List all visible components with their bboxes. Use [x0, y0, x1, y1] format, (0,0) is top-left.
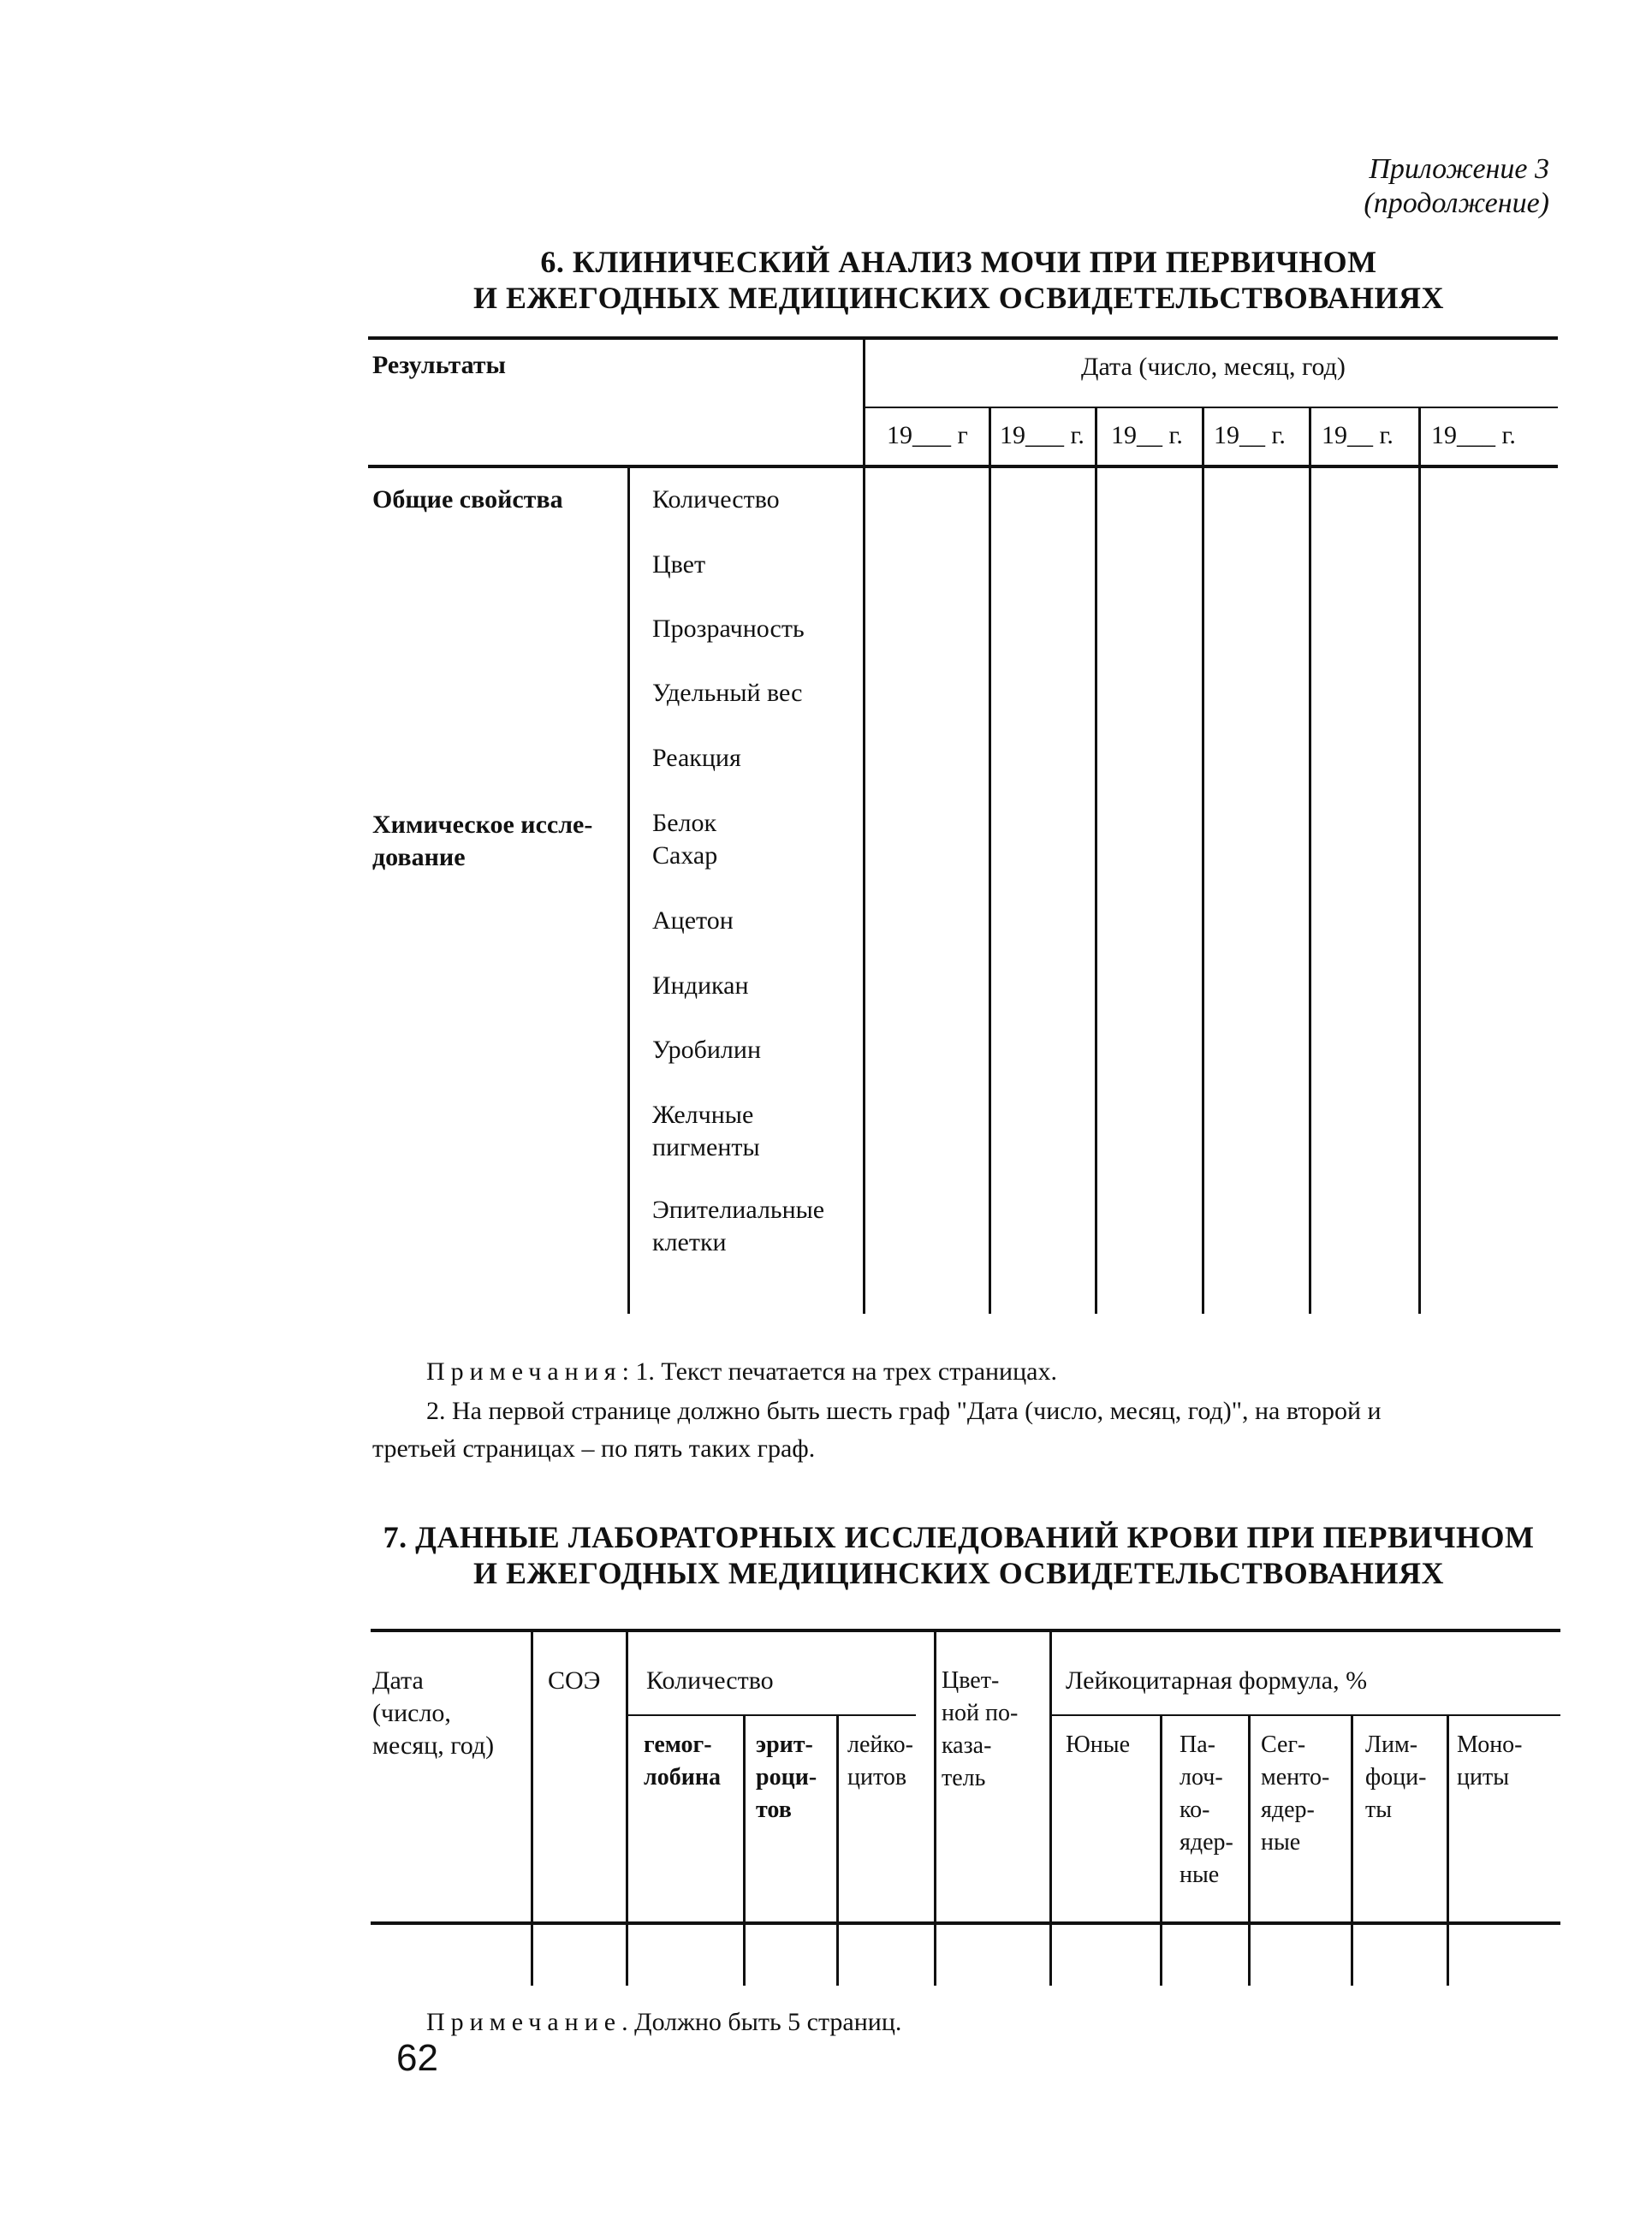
hemoglobin-line: гемог-: [644, 1731, 712, 1758]
note-1: : 1. Текст печатается на трех страницах.: [621, 1357, 1057, 1386]
table6-year-divider: [989, 408, 991, 1314]
segmented-line: менто-: [1261, 1764, 1330, 1791]
erythrocytes-line: тов: [756, 1797, 792, 1823]
table7-col-divider: [626, 1630, 628, 1986]
segmented-header: [1261, 1729, 1329, 1859]
year-cell: 19___ г.: [1000, 421, 1084, 449]
results-header: Результаты: [372, 351, 506, 379]
table7-col-divider: [1049, 1630, 1052, 1986]
table7-col-divider: [743, 1716, 746, 1986]
year-cell: 19__ г.: [1111, 421, 1183, 449]
page-number: 62: [396, 2037, 438, 2079]
band-line: ядер-: [1180, 1829, 1233, 1856]
table6-year-divider: [1095, 408, 1097, 1314]
row-label: Эпителиальные: [652, 1196, 825, 1224]
monocytes-line: циты: [1457, 1764, 1510, 1791]
year-cell: 19___ г.: [1431, 421, 1516, 449]
band-line: лоч-: [1180, 1764, 1223, 1791]
young-line: Юные: [1066, 1731, 1131, 1758]
row-label: Белок: [652, 809, 717, 837]
row-label: Уробилин: [652, 1036, 762, 1064]
group-general-properties: Общие свойства: [372, 485, 563, 514]
hemoglobin-line: лобина: [644, 1764, 721, 1791]
notes-label: Примечания: [426, 1357, 622, 1386]
table6-subcol-divider: [627, 466, 630, 1314]
date-header: Дата (число, месяц, год): [1081, 353, 1346, 381]
segmented-line: Сег-: [1261, 1731, 1306, 1758]
group-chemical-line-1: Химическое иссле-: [372, 811, 593, 839]
table6-date-rule: [865, 407, 1558, 408]
year-cell: 19__ г.: [1214, 421, 1286, 449]
table7-col-divider: [836, 1716, 839, 1986]
section6-title-line-2: И ЕЖЕГОДНЫХ МЕДИЦИНСКИХ ОСВИДЕТЕЛЬСТВОВАНИЯХ: [472, 281, 1445, 315]
band-line: Па-: [1180, 1731, 1215, 1758]
erythrocytes-line: эрит-: [756, 1731, 813, 1758]
soe-header: СОЭ: [548, 1666, 601, 1695]
row-label: Прозрачность: [652, 615, 805, 643]
section7-title: [368, 1519, 1549, 1591]
appendix-line-2: (продолжение): [1364, 187, 1549, 219]
lymphocytes-header: [1365, 1729, 1426, 1826]
t7-date-line: Дата: [372, 1666, 424, 1695]
lymphocytes-line: фоци-: [1365, 1764, 1427, 1791]
table6-results-divider: [863, 336, 865, 1314]
row-label: Цвет: [652, 550, 706, 579]
section7-title-line-2: И ЕЖЕГОДНЫХ МЕДИЦИНСКИХ ОСВИДЕТЕЛЬСТВОВАНИЯХ: [472, 1556, 1445, 1590]
color-index-line: ной по-: [942, 1700, 1019, 1726]
color-index-line: тель: [942, 1765, 986, 1791]
section7-note: [426, 2003, 1368, 2042]
note-2-line-2: третьей страницах – по пять таких граф.: [372, 1434, 816, 1463]
section6-notes: [426, 1352, 1556, 1392]
note-2-line-1: 2. На первой странице должно быть шесть граф "Дата (число, месяц, год)", на второй и: [426, 1397, 1382, 1425]
leukocytes-line: лейко-: [847, 1731, 913, 1758]
color-index-line: каза-: [942, 1732, 992, 1759]
row-label: пигменты: [652, 1133, 760, 1161]
table7-col-divider: [1160, 1716, 1162, 1986]
quantity-header: Количество: [646, 1666, 774, 1695]
hemoglobin-header: [644, 1729, 721, 1794]
segmented-line: ные: [1261, 1829, 1301, 1856]
group-chemical-line-2: дование: [372, 843, 466, 871]
table6-top-rule: [368, 336, 1558, 340]
year-cell: 19__ г.: [1322, 421, 1394, 449]
table7-leuko-rule: [1051, 1714, 1560, 1716]
erythrocytes-line: роци-: [756, 1764, 817, 1791]
table6-header-bottom-rule: [368, 465, 1558, 468]
row-label: Ацетон: [652, 906, 734, 935]
row-label: Удельный вес: [652, 679, 803, 707]
table7-col-divider: [1351, 1716, 1353, 1986]
row-label: Желчные: [652, 1101, 754, 1129]
table7-col-divider: [1248, 1716, 1251, 1986]
monocytes-header: [1457, 1729, 1523, 1794]
leukocytes-header: [847, 1729, 913, 1794]
monocytes-line: Моно-: [1457, 1731, 1523, 1758]
band-line: ные: [1180, 1862, 1220, 1888]
color-index-line: Цвет-: [942, 1667, 1000, 1694]
band-header: [1180, 1729, 1233, 1892]
table7-header-bottom-rule: [371, 1921, 1560, 1925]
erythrocytes-header: [756, 1729, 817, 1826]
table7-col-divider: [531, 1630, 533, 1986]
young-header: [1066, 1729, 1130, 1761]
row-label: Реакция: [652, 744, 741, 772]
row-label: клетки: [652, 1228, 727, 1256]
leuko-formula-header: Лейкоцитарная формула, %: [1066, 1666, 1368, 1695]
table7-quantity-rule: [627, 1714, 916, 1716]
year-cell: 19___ г: [887, 421, 968, 449]
band-line: ко-: [1180, 1797, 1210, 1823]
table7-col-divider: [1447, 1716, 1449, 1986]
color-index-header: [942, 1665, 1018, 1795]
lymphocytes-line: ты: [1365, 1797, 1393, 1823]
segmented-line: ядер-: [1261, 1797, 1315, 1823]
row-label: Количество: [652, 485, 780, 514]
t7-date-line: месяц, год): [372, 1731, 495, 1760]
appendix-label: [1267, 152, 1549, 221]
section7-title-line-1: 7. ДАННЫЕ ЛАБОРАТОРНЫХ ИССЛЕДОВАНИЙ КРОВИ ПРИ ПЕРВИЧНОМ: [383, 1520, 1535, 1554]
row-label: Индикан: [652, 971, 749, 1000]
table7-top-rule: [371, 1629, 1560, 1632]
section7-note-text: . Должно быть 5 страниц.: [621, 2008, 902, 2036]
table6-year-divider: [1202, 408, 1204, 1314]
t7-date-line: (число,: [372, 1699, 451, 1727]
section6-title: [368, 244, 1549, 316]
leukocytes-line: цитов: [847, 1764, 907, 1791]
table6-year-divider: [1418, 408, 1421, 1314]
section6-title-line-1: 6. КЛИНИЧЕСКИЙ АНАЛИЗ МОЧИ ПРИ ПЕРВИЧНОМ: [540, 245, 1377, 279]
table7-col-divider: [934, 1630, 936, 1986]
row-label: Сахар: [652, 841, 718, 870]
section7-note-label: Примечание: [426, 2008, 622, 2036]
table6-year-divider: [1309, 408, 1311, 1314]
appendix-line-1: Приложение 3: [1369, 153, 1549, 185]
lymphocytes-line: Лим-: [1365, 1731, 1418, 1758]
